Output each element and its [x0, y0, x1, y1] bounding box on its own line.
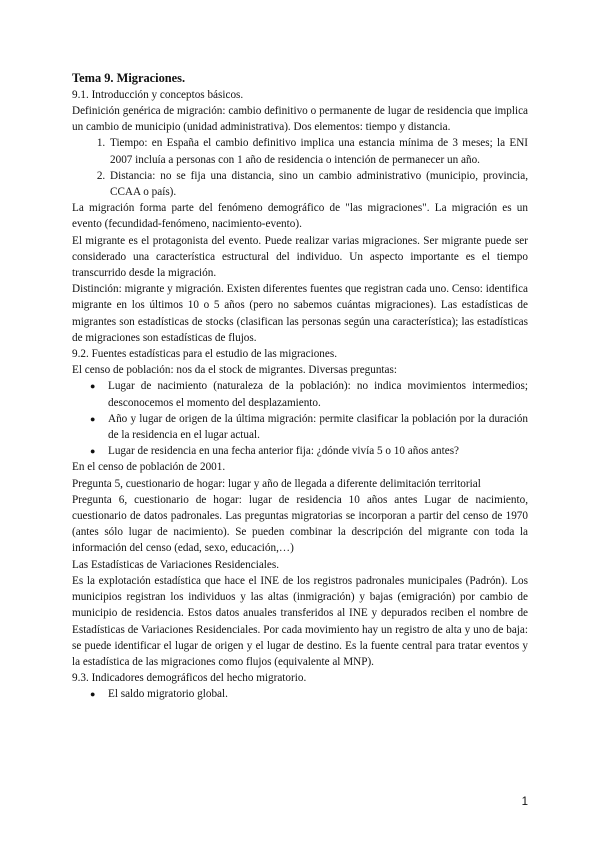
question-5-line: Pregunta 5, cuestionario de hogar: lugar y año de llegada a diferente delimitación territorial [72, 477, 481, 490]
migration-definition: Definición genérica de migración: cambio definitivo o permanente de lugar de residencia que implica un cambio de municipio (unidad administrativa). Dos elementos: tiempo y distancia. [72, 105, 528, 134]
evr-paragraph: Es la explotación estadística que hace el INE de los registros padronales municipales (Padrón). Los municipios registran los individuos y las altas (inmigración) y bajas (emigración) por cambio de municipio de residencia. Estos datos anuales transferidos al INE y depurados reciben el nombre de Estadísticas de Variaciones Residenciales. Por cada movimiento hay un registro de alta y uno de baja: se puede identificar el lugar de origen y el lugar de destino. Es la fuente central para tratar eventos y la estadística de las migraciones como flujos (equivalente al MNP). [72, 574, 528, 668]
indicators-list [72, 686, 528, 702]
list-item: ● El saldo migratorio global. [108, 686, 528, 702]
census-intro: El censo de población: nos da el stock de migrantes. Diversas preguntas: [72, 364, 397, 377]
evr-heading: Las Estadísticas de Variaciones Residenciales. [72, 558, 280, 571]
elements-list [72, 135, 528, 200]
list-item: ● Lugar de nacimiento (naturaleza de la población): no indica movimientos intermedios; desconocemos el momento del desplazamiento. [108, 378, 528, 410]
list-item: ● Año y lugar de origen de la última migración: permite clasificar la población por la duración de la residencia en el lugar actual. [108, 411, 528, 443]
list-item: ● Lugar de residencia en una fecha anterior fija: ¿dónde vivía 5 o 10 años antes? [108, 443, 528, 459]
census-questions-list [72, 378, 528, 459]
list-item-distance: 2. Distancia: no se fija una distancia, sino un cambio administrativo (municipio, provincia, CCAA o país). [108, 168, 528, 200]
section-heading-9-3: 9.3. Indicadores demográficos del hecho migratorio. [72, 672, 307, 685]
section-heading-9-1: 9.1. Introducción y conceptos básicos. [72, 88, 244, 101]
document-title: Tema 9. Migraciones. [72, 71, 186, 85]
list-item-time: 1. Tiempo: en España el cambio definitivo implica una estancia mínima de 3 meses; la ENI 2007 incluía a personas con 1 año de residencia o intención de permanecer un año. [108, 135, 528, 167]
census-2001-line: En el censo de población de 2001. [72, 461, 226, 474]
document-page [72, 70, 528, 703]
page-number: 1 [521, 796, 528, 808]
paragraph-distinction: Distinción: migrante y migración. Existen diferentes fuentes que registran cada uno. Censo: identifica migrante en los últimos 10 o 5 años (pero no sabemos cuántas migraciones). Las estadísticas de migrantes son estadísticas de stocks (clasifican las personas según una característica); las estadísticas de migraciones son estadísticas de flujos. [72, 283, 528, 344]
paragraph-migrant: El migrante es el protagonista del evento. Puede realizar varias migraciones. Ser migrante puede ser considerado una característica estructural del individuo. Un aspecto importante es el tiempo transcurrido desde la migración. [72, 234, 528, 280]
question-6-paragraph: Pregunta 6, cuestionario de hogar: lugar de residencia 10 años antes Lugar de nacimiento, cuestionario de datos padronales. Las preguntas migratorias se incorporan a partir del censo de 1970 (antes sólo lugar de nacimiento). Se pueden combinar la descripción del migrante con toda la información del censo (edad, sexo, educación,…) [72, 493, 528, 555]
section-heading-9-2: 9.2. Fuentes estadísticas para el estudio de las migraciones. [72, 348, 338, 361]
paragraph-phenomenon: La migración forma parte del fenómeno demográfico de "las migraciones". La migración es un evento (fecundidad-fenómeno, nacimiento-evento). [72, 202, 528, 231]
